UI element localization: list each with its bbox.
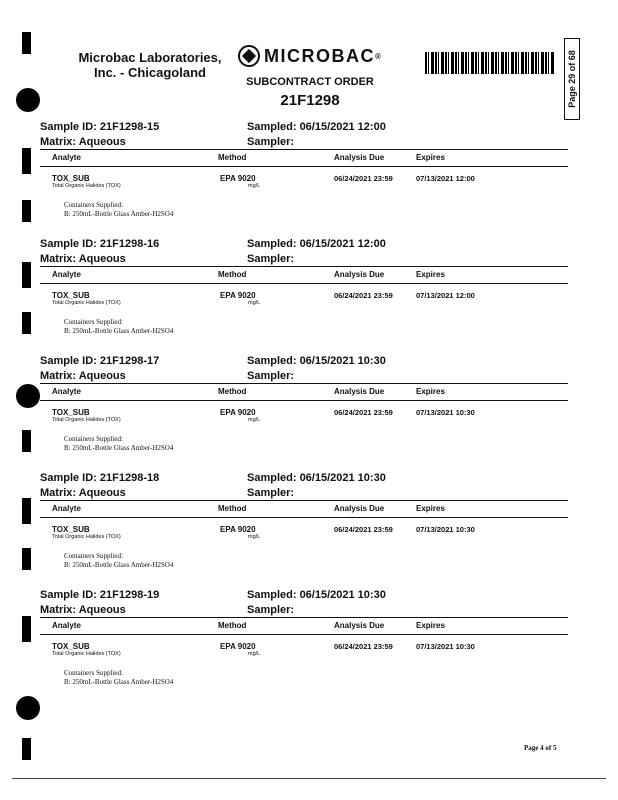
column-header-analyte: Analyte — [52, 387, 81, 396]
divider — [40, 149, 568, 150]
sample-id: Sample ID: 21F1298-18 — [40, 472, 160, 484]
method-value: EPA 9020 — [220, 642, 256, 651]
analysis-due-value: 06/24/2021 23:59 — [334, 408, 393, 417]
binder-mark — [22, 148, 31, 174]
binder-mark — [22, 738, 31, 760]
method-value: EPA 9020 — [220, 408, 256, 417]
expires-value: 07/13/2021 10:30 — [416, 408, 475, 417]
order-title: SUBCONTRACT ORDER — [246, 76, 374, 88]
page-number-tab — [564, 38, 580, 120]
analysis-due-value: 06/24/2021 23:59 — [334, 174, 393, 183]
method-value: EPA 9020 — [220, 525, 256, 534]
sampled-date: Sampled: 06/15/2021 10:30 — [247, 472, 386, 484]
barcode — [425, 52, 555, 74]
containers-value: B: 250mL-Bottle Glass Amber-H2SO4 — [64, 444, 174, 452]
sampler: Sampler: — [247, 604, 295, 616]
binder-mark — [22, 498, 31, 524]
logo-mark-icon — [238, 45, 260, 67]
analyte-description: Total Organic Halides (TOX) — [52, 300, 121, 306]
column-header-expires: Expires — [416, 504, 445, 513]
matrix: Matrix: Aqueous — [40, 136, 126, 148]
divider — [40, 383, 568, 384]
analyte-description: Total Organic Halides (TOX) — [52, 417, 121, 423]
unit-value: mg/L — [248, 300, 261, 306]
punch-hole — [16, 384, 40, 408]
column-header-analyte: Analyte — [52, 153, 81, 162]
logo-registered-mark: ® — [375, 51, 383, 61]
sample-id: Sample ID: 21F1298-17 — [40, 355, 160, 367]
divider — [40, 617, 568, 618]
divider — [40, 283, 568, 284]
sample-id: Sample ID: 21F1298-19 — [40, 589, 160, 601]
expires-value: 07/13/2021 12:00 — [416, 174, 475, 183]
column-header-analysis-due: Analysis Due — [334, 504, 385, 513]
divider — [40, 266, 568, 267]
analyte-description: Total Organic Halides (TOX) — [52, 183, 121, 189]
sampled-date: Sampled: 06/15/2021 10:30 — [247, 589, 386, 601]
column-header-analyte: Analyte — [52, 504, 81, 513]
method-value: EPA 9020 — [220, 174, 256, 183]
logo-text: MICROBAC — [264, 45, 375, 66]
binder-mark — [22, 262, 31, 288]
analyte-code: TOX_SUB — [52, 174, 90, 183]
sampler: Sampler: — [247, 370, 295, 382]
expires-value: 07/13/2021 10:30 — [416, 525, 475, 534]
column-header-method: Method — [218, 270, 247, 279]
divider — [40, 634, 568, 635]
sampler: Sampler: — [247, 253, 295, 265]
sampler: Sampler: — [247, 487, 295, 499]
containers-label: Containers Supplied: — [64, 669, 123, 677]
sample-block — [40, 238, 570, 355]
sample-block — [40, 355, 570, 472]
binder-mark — [22, 548, 31, 570]
matrix: Matrix: Aqueous — [40, 487, 126, 499]
matrix: Matrix: Aqueous — [40, 604, 126, 616]
analyte-code: TOX_SUB — [52, 642, 90, 651]
containers-value: B: 250mL-Bottle Glass Amber-H2SO4 — [64, 561, 174, 569]
column-header-expires: Expires — [416, 387, 445, 396]
analysis-due-value: 06/24/2021 23:59 — [334, 525, 393, 534]
binder-mark — [22, 312, 31, 334]
column-header-analyte: Analyte — [52, 270, 81, 279]
analyte-code: TOX_SUB — [52, 525, 90, 534]
binder-mark — [22, 200, 31, 222]
sample-id: Sample ID: 21F1298-16 — [40, 238, 160, 250]
column-header-method: Method — [218, 621, 247, 630]
matrix: Matrix: Aqueous — [40, 370, 126, 382]
divider — [40, 500, 568, 501]
sample-block — [40, 472, 570, 589]
column-header-analysis-due: Analysis Due — [334, 153, 385, 162]
column-header-method: Method — [218, 504, 247, 513]
method-value: EPA 9020 — [220, 291, 256, 300]
containers-label: Containers Supplied: — [64, 201, 123, 209]
punch-hole — [16, 696, 40, 720]
containers-label: Containers Supplied: — [64, 552, 123, 560]
analyte-code: TOX_SUB — [52, 291, 90, 300]
page-number-tab-label: Page 29 of 68 — [567, 50, 577, 108]
binder-mark — [22, 430, 31, 452]
microbac-logo — [238, 44, 382, 68]
sampled-date: Sampled: 06/15/2021 10:30 — [247, 355, 386, 367]
column-header-expires: Expires — [416, 621, 445, 630]
unit-value: mg/L — [248, 534, 261, 540]
containers-label: Containers Supplied: — [64, 318, 123, 326]
bottom-rule — [12, 778, 606, 779]
order-number: 21F1298 — [280, 92, 340, 109]
sample-block — [40, 589, 570, 706]
column-header-analyte: Analyte — [52, 621, 81, 630]
column-header-analysis-due: Analysis Due — [334, 621, 385, 630]
expires-value: 07/13/2021 10:30 — [416, 642, 475, 651]
column-header-method: Method — [218, 387, 247, 396]
page-footer: Page 4 of 5 — [524, 744, 557, 752]
column-header-method: Method — [218, 153, 247, 162]
analysis-due-value: 06/24/2021 23:59 — [334, 642, 393, 651]
analysis-due-value: 06/24/2021 23:59 — [334, 291, 393, 300]
analyte-description: Total Organic Halides (TOX) — [52, 534, 121, 540]
matrix: Matrix: Aqueous — [40, 253, 126, 265]
analyte-code: TOX_SUB — [52, 408, 90, 417]
analyte-description: Total Organic Halides (TOX) — [52, 651, 121, 657]
binder-mark — [22, 32, 31, 54]
sampled-date: Sampled: 06/15/2021 12:00 — [247, 121, 386, 133]
unit-value: mg/L — [248, 651, 261, 657]
unit-value: mg/L — [248, 417, 261, 423]
containers-value: B: 250mL-Bottle Glass Amber-H2SO4 — [64, 210, 174, 218]
sample-block — [40, 121, 570, 238]
divider — [40, 166, 568, 167]
sample-id: Sample ID: 21F1298-15 — [40, 121, 160, 133]
divider — [40, 400, 568, 401]
containers-value: B: 250mL-Bottle Glass Amber-H2SO4 — [64, 678, 174, 686]
column-header-expires: Expires — [416, 270, 445, 279]
unit-value: mg/L — [248, 183, 261, 189]
company-name — [60, 50, 240, 80]
company-name-line1: Microbac Laboratories, — [78, 50, 222, 65]
column-header-expires: Expires — [416, 153, 445, 162]
containers-value: B: 250mL-Bottle Glass Amber-H2SO4 — [64, 327, 174, 335]
divider — [40, 517, 568, 518]
column-header-analysis-due: Analysis Due — [334, 387, 385, 396]
punch-hole — [16, 88, 40, 112]
company-name-line2: Inc. - Chicagoland — [94, 65, 206, 80]
expires-value: 07/13/2021 12:00 — [416, 291, 475, 300]
binder-mark — [22, 616, 31, 642]
sampled-date: Sampled: 06/15/2021 12:00 — [247, 238, 386, 250]
sampler: Sampler: — [247, 136, 295, 148]
containers-label: Containers Supplied: — [64, 435, 123, 443]
column-header-analysis-due: Analysis Due — [334, 270, 385, 279]
